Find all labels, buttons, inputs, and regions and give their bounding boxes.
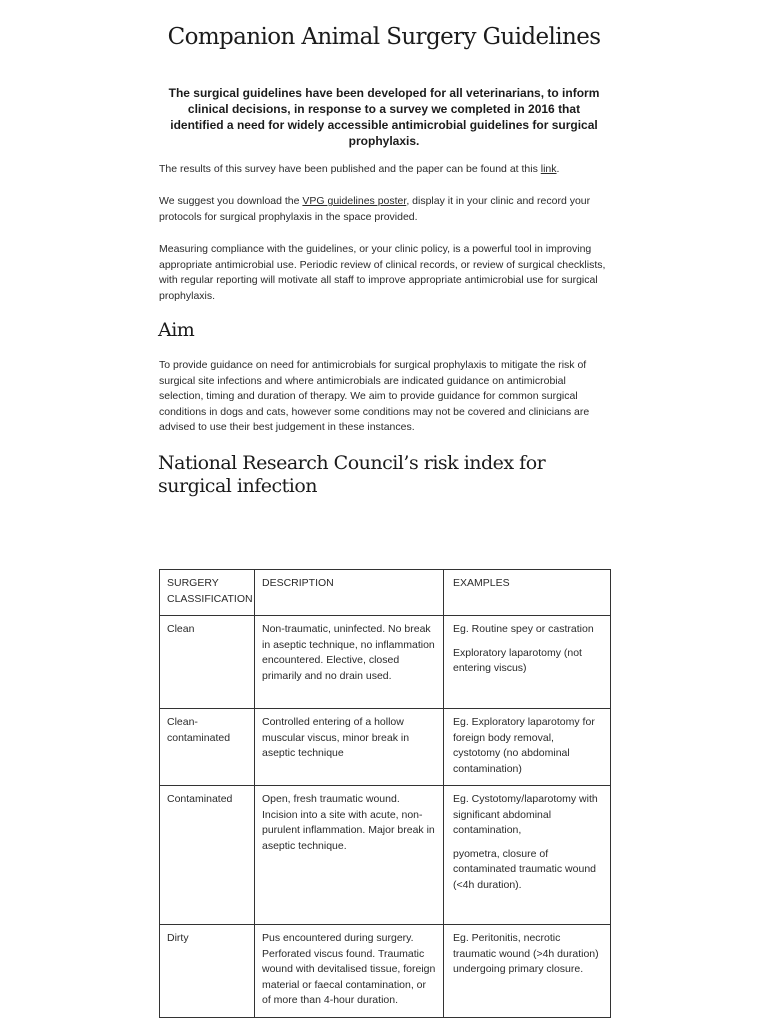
example-text: Eg. Cystotomy/laparotomy with significant abdominal contamination, [453, 793, 598, 836]
header-description: DESCRIPTION [255, 570, 444, 616]
row-classification: Clean-contaminated [160, 709, 255, 786]
row-examples [444, 786, 611, 925]
example-text: pyometra, closure of contaminated traumatic wound (<4h duration). [453, 847, 596, 891]
row-description: Pus encountered during surgery. Perforated viscus found. Traumatic wound with devitalised tissue, foreign material or faecal contamination, or of more than 4-hour duration. [255, 925, 444, 1018]
survey-paper-link[interactable]: link [540, 163, 557, 175]
row-examples [444, 925, 611, 1018]
risk-index-table [159, 569, 611, 1018]
example-text: Eg. Routine spey or castration [453, 623, 594, 635]
row-description: Open, fresh traumatic wound. Incision into a site with acute, non-purulent inflammation. Major break in aseptic technique. [255, 786, 444, 925]
example-text: Eg. Peritonitis, necrotic traumatic wound (>4h duration) undergoing primary closure. [453, 932, 599, 975]
row-examples [444, 616, 611, 709]
header-classification: SURGERY CLASSIFICATION [160, 570, 255, 616]
table-row [160, 709, 611, 786]
row-description: Controlled entering of a hollow muscular viscus, minor break in aseptic technique [255, 709, 444, 786]
row-description: Non-traumatic, uninfected. No break in aseptic technique, no inflammation encountered. Elective, closed primarily and no drain used. [255, 616, 444, 709]
table-row [160, 616, 611, 709]
example-text: Eg. Exploratory laparotomy for foreign body removal, cystotomy (no abdominal contamination) [453, 716, 595, 775]
poster-text: We suggest you download the [159, 195, 303, 207]
intro-summary: The surgical guidelines have been developed for all veterinarians, to inform clinical decisions, in response to a survey we completed in 2016 that identified a need for widely accessible antimicrobial guidelines for surgical prophylaxis. [168, 86, 600, 148]
row-classification: Contaminated [160, 786, 255, 925]
compliance-paragraph: Measuring compliance with the guidelines, or your clinic policy, is a powerful tool in improving appropriate antimicrobial use. Periodic review of clinical records, or review of surgical checklists, with regular reporting will motivate all staff to improve appropriate antimicrobial use for surgical prophylaxis. [159, 243, 606, 302]
nrc-risk-heading: National Research Council’s risk index for surgical infection [158, 452, 546, 497]
row-classification: Clean [160, 616, 255, 709]
survey-text: The results of this survey have been published and the paper can be found at this [159, 163, 541, 175]
aim-paragraph: To provide guidance on need for antimicrobials for surgical prophylaxis to mitigate the risk of surgical site infections and where antimicrobials are indicated guidance on antimicrobial selection, timing and duration of therapy. We aim to provide guidance for common surgical conditions in dogs and cats, however some conditions may not be covered and clinicians are advised to use their best judgement in these instances. [159, 359, 590, 433]
survey-paragraph [159, 162, 609, 178]
survey-text-end: . [556, 163, 560, 175]
aim-heading: Aim [158, 319, 195, 341]
vpg-poster-link[interactable]: VPG guidelines poster [302, 195, 407, 207]
page-title: Companion Animal Surgery Guidelines [167, 24, 601, 50]
header-examples: EXAMPLES [444, 570, 611, 616]
poster-paragraph [159, 194, 609, 225]
table-row [160, 786, 611, 925]
poster-text-end: , display it in your clinic and record your protocols for surgical prophylaxis in the space provided. [159, 195, 591, 223]
example-text: Exploratory laparotomy (not entering viscus) [453, 646, 582, 674]
table-header-row [160, 570, 611, 616]
row-examples [444, 709, 611, 786]
table-row [160, 925, 611, 1018]
row-classification: Dirty [160, 925, 255, 1018]
